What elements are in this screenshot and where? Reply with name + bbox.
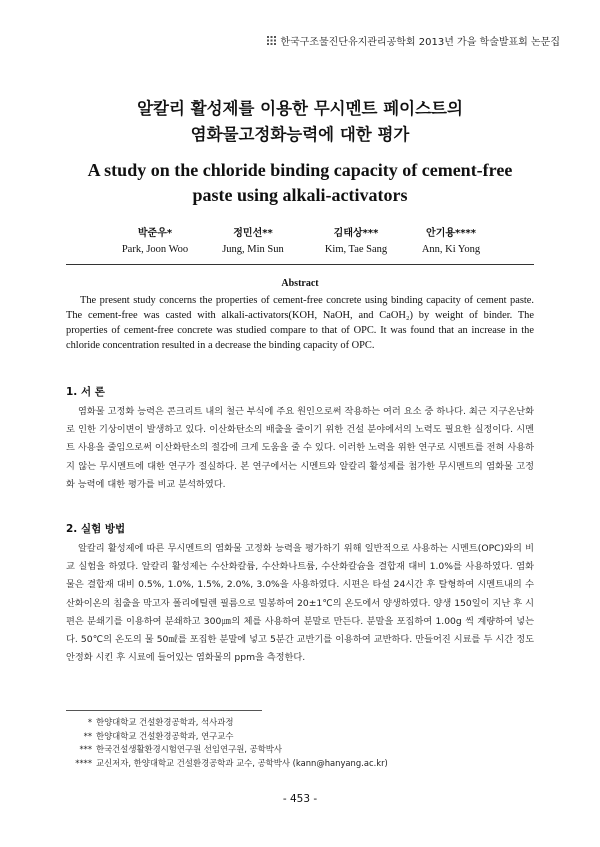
page-number: - 453 -	[282, 793, 318, 805]
footnotes	[66, 716, 536, 770]
running-header	[267, 33, 560, 48]
section-2-text: 알칼리 활성제에 따른 무시멘트의 염화물 고정화 능력을 평가하기 위해 일반적으로 사용하는 시멘트(OPC)와의 비교 실험을 하였다. 알칼리 활성제는 수산화칼륨, 수산화나트륨, 수산화칼슘을 결합재 대비 1.0%를 사용하였다. 염화물은 결합재 대비 0.5%, 1.0%, 1.5%, 2.0%, 3.0%을 사용하였다. 시편은 타설 24시간 후 탈형하여 시멘트내의 수산화이온의 침출을 막고자 폴리에틸렌 필름으로 밀봉하여 20±1℃의 온도에서 양생하였다. 양생 150일이 지난 후 시편은 분쇄기를 이용하여 분쇄하고 300㎛의 체를 사용하여 분말로 만든다. 분말을 포집하여 1.00g 씩 계량하여 넣는다. 50℃의 온도의 물 50㎖를 포집한 분말에 넣고 5분간 교반기를 이용하여 교반하다. 만들어진 시료를 두 시간 정도 안정화 시킨 후 시료에 들어있는 염화물의 ppm을 측정한다.	[66, 543, 534, 664]
footnote-mark: **	[83, 730, 92, 741]
footnote-mark: ****	[75, 757, 92, 768]
footnote-text: 교신저자, 한양대학교 건설환경공학과 교수, 공학박사 (kann@hanyang.ac.kr)	[96, 757, 388, 768]
section-1-body	[66, 403, 534, 494]
author-name-ko: 안기용****	[426, 228, 476, 239]
author-name-ko: 정민선**	[233, 228, 273, 239]
title-divider	[66, 264, 534, 265]
grid-logo-icon	[267, 36, 276, 45]
footnote-text: 한양대학교 건설환경공학과, 연구교수	[96, 730, 234, 741]
korean-title-line2: 염화물고정화능력에 대한 평가	[190, 125, 410, 144]
abstract-body	[66, 293, 534, 353]
author-name-en: Jung, Min Sun	[222, 244, 284, 255]
korean-title	[0, 96, 600, 148]
english-title	[0, 158, 600, 208]
footnote-mark: ***	[79, 744, 92, 754]
section-2-body	[66, 540, 534, 667]
author-name-ko: 박준우*	[137, 228, 173, 239]
section-1-heading: 1. 서 론	[66, 386, 105, 398]
author-name-en: Ann, Ki Yong	[421, 244, 481, 255]
section-2-heading: 2. 실험 방법	[66, 523, 126, 535]
abstract-heading: Abstract	[281, 278, 319, 289]
footnote-text: 한양대학교 건설환경공학과, 석사과정	[96, 717, 234, 727]
footnote-item	[66, 757, 536, 771]
author-name-ko: 김태상***	[333, 228, 379, 239]
abstract-text: The present study concerns the properties of cement-free concrete using binding capacity of cement paste. The cement-free was casted with alkali-activators(KOH, NaOH, and CaOH₂) by weight of binder. The properties of cement-free concrete was studied compare to that of OPC. It was found that an increase in the chloride concentration resulted in a decrease the binding capacity of OPC.	[66, 295, 534, 351]
english-title-line1: A study on the chloride binding capacity of cement-free	[87, 160, 513, 180]
footnote-divider	[66, 710, 262, 711]
footnote-item	[66, 716, 536, 730]
author-2	[193, 226, 313, 258]
running-title: 한국구조물진단유지관리공학회 2013년 가을 학술발표회 논문집	[280, 37, 560, 48]
footnote-item	[66, 730, 536, 744]
english-title-line2: paste using alkali-activators	[192, 185, 408, 205]
footnote-text: 한국건설생활환경시험연구원 선임연구원, 공학박사	[96, 744, 282, 754]
section-1-text: 염화물 고정화 능력은 콘크리트 내의 철근 부식에 주요 원인으로써 작용하는 여러 요소 중 하나다. 최근 지구온난화로 인한 기상이변이 발생하고 있다. 이산화탄소의 배출을 줄이기 위한 건설 분야에서의 노력도 필요한 실정이다. 시멘트 사용을 줄임으로써 이산화탄소의 절감에 크게 도움을 줄 수 있다. 이러한 노력을 위한 연구로 시멘트를 전혀 사용하지 않는 무시멘트에 대한 연구가 절실하다. 본 연구에서는 시멘트와 알칼리 활성제를 첨가한 무시멘트의 염화물 고정화 능력에 대한 평가를 비교 분석하였다.	[66, 406, 534, 490]
korean-title-line1: 알칼리 활성제를 이용한 무시멘트 페이스트의	[137, 99, 463, 118]
footnote-mark: *	[87, 717, 92, 727]
footnote-item	[66, 743, 536, 757]
author-name-en: Kim, Tae Sang	[324, 244, 388, 255]
author-4	[391, 226, 511, 258]
author-name-en: Park, Joon Woo	[121, 244, 189, 255]
